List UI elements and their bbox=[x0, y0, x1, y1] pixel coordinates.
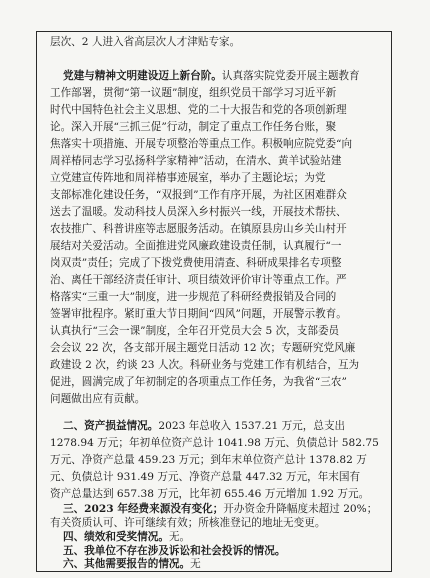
paragraph-line: 党建与精神文明建设迈上新台阶。认真落实院党委开展主题教育 bbox=[63, 70, 360, 82]
paragraph-line: 农技推广、科普讲座等志愿服务活动。在镇原县房山乡关山村开 bbox=[50, 223, 347, 235]
paragraph-line: 有关资质认可、许可继续有效；所核准登记的地址无变更。 bbox=[50, 517, 326, 529]
section-heading: 二、资产损益情况。 bbox=[63, 420, 159, 432]
section-heading: 五、我单位不存在涉及诉讼和社会投诉的情况。 bbox=[63, 545, 286, 557]
paragraph-line: 四、绩效和受奖情况。无。 bbox=[63, 531, 191, 543]
paragraph-line: 层次、2 人进入省高层次人才津贴专家。 bbox=[50, 36, 241, 48]
paragraph-line: 认真执行“三会一课”制度，全年召开党员大会 5 次，支部委员 bbox=[50, 325, 340, 337]
paragraph-line: 资产总量达到 657.38 万元，比年初 655.46 万元增加 1.92 万元。 bbox=[50, 488, 370, 500]
paragraph-line: 签署审批程序。紧盯重大节日期间“四风”问题，开展警示教育。 bbox=[50, 308, 347, 320]
paragraph-line: 送去了温暖。发动科技人员深入乡村振兴一线，开展技术帮扶、 bbox=[50, 206, 347, 218]
paragraph-line: 会会议 22 次，各支部开展主题党日活动 12 次；专题研究党风廉 bbox=[50, 342, 356, 354]
section-heading: 六、其他需要报告的情况。 bbox=[63, 558, 191, 570]
paragraph-line: 岗双责”责任；完成了下拨党费使用清查、科研成果排名专项整 bbox=[50, 257, 342, 269]
section-heading: 四、绩效和受奖情况。 bbox=[63, 531, 169, 543]
paragraph-line: 支部标准化建设任务，“双报到”工作有序开展，为社区困难群众 bbox=[50, 189, 347, 201]
paragraph-line: 促进，圆满完成了年初制定的各项重点工作任务，为我省“三农” bbox=[50, 376, 347, 388]
paragraph-line: 六、其他需要报告的情况。无 bbox=[63, 558, 201, 570]
paragraph-line: 工作部署，贯彻“第一议题”制度，组织党员干部学习习近平新 bbox=[50, 87, 337, 99]
paragraph-line: 治、离任干部经济责任审计、项目绩效评价审计等重点工作。严 bbox=[50, 274, 347, 286]
paragraph-line: 论。深入开展“三抓三促”行动，制定了重点工作任务台账，聚 bbox=[50, 121, 337, 133]
paragraph-line: 二、资产损益情况。2023 年总收入 1537.21 万元，总支出 bbox=[63, 420, 346, 432]
paragraph-line: 展结对关爱活动。全面推进党风廉政建设责任制，认真履行“一 bbox=[50, 240, 342, 252]
section-heading: 党建与精神文明建设迈上新台阶。 bbox=[63, 70, 222, 82]
paragraph-line: 三、2023 年经费来源没有变化；开办资金升降幅度未超过 20%； bbox=[63, 503, 378, 515]
paragraph-line: 时代中国特色社会主义思想、党的二十大报告和党的各项创新理 bbox=[50, 104, 347, 116]
paragraph-line: 政建设 2 次，约谈 23 人次。科研业务与党建工作有机结合，互为 bbox=[50, 359, 360, 371]
paragraph-line: 问题做出应有贡献。 bbox=[50, 393, 146, 405]
paragraph-line: 立党建宣传阵地和周祥椿事迹展室，举办了主题论坛；为党 bbox=[50, 172, 326, 184]
paragraph-line: 焦落实十项措施、开展专项整治等重点工作。积极响应院党委“向 bbox=[50, 138, 353, 150]
paragraph-line: 万元、净资产总量 459.23 万元；到年末单位资产总计 1378.82 万 bbox=[50, 454, 367, 466]
section-heading: 三、2023 年经费来源没有变化； bbox=[63, 503, 224, 515]
paragraph-line: 格落实“三重一大”制度，进一步规范了科研经费报销及合同的 bbox=[50, 291, 337, 303]
paragraph-line: 周祥椿同志学习弘扬科学家精神”活动，在清水、黄羊试验站建 bbox=[50, 155, 342, 167]
paragraph-line: 1278.94 万元；年初单位资产总计 1041.98 万元、负债总计 582.75 bbox=[50, 437, 379, 449]
paragraph-line: 元、负债总计 931.49 万元、净资产总量 447.32 万元，年末国有 bbox=[50, 471, 361, 483]
